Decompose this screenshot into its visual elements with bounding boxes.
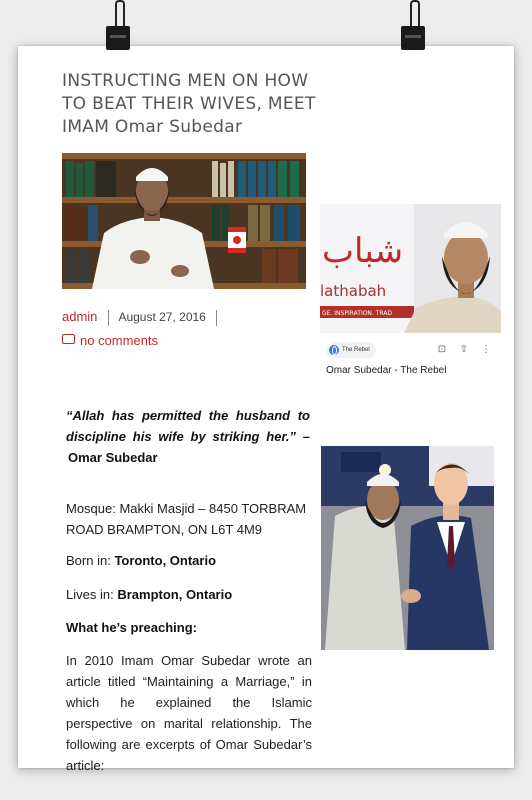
share-icon[interactable]: ⇧ (459, 344, 469, 355)
binder-clip-icon (105, 0, 131, 56)
preaching-heading: What he’s preaching: (66, 620, 197, 635)
meta-divider (216, 310, 217, 326)
lives-info (66, 584, 312, 605)
source-row (320, 340, 501, 362)
author-link[interactable]: admin (62, 309, 98, 324)
imam-photo (62, 153, 306, 289)
svg-text:GE. INSPIRATION. TRAD: GE. INSPIRATION. TRAD (322, 310, 393, 317)
article-title: INSTRUCTING MEN ON HOW TO BEAT THEIR WIVES, MEET IMAM Omar Subedar (62, 71, 316, 137)
binder-clip-icon (400, 0, 426, 56)
comments-label: no comments (80, 333, 159, 348)
born-label: Born in: (66, 553, 111, 568)
mosque-info: Mosque: Makki Masjid – 8450 TORBRAM ROAD BRAMPTON, ON L6T 4M9 (66, 501, 307, 537)
born-info (66, 550, 312, 571)
source-name: The Rebel (342, 347, 370, 353)
source-chip[interactable] (326, 342, 376, 358)
article-meta (62, 309, 224, 326)
born-value: Toronto, Ontario (114, 553, 217, 568)
svg-text:شباب: شباب (322, 231, 404, 271)
more-icon[interactable]: ⋮ (481, 344, 491, 355)
lens-icon[interactable]: ⊡ (437, 344, 447, 355)
lives-label: Lives in: (66, 587, 114, 602)
thumbnail-caption[interactable]: Omar Subedar - The Rebel (326, 365, 447, 376)
svg-text:lathabah: lathabah (320, 282, 387, 300)
quote-text: “Allah has permitted the husband to discipline his wife by striking her.” – (66, 408, 310, 444)
comments-link[interactable] (62, 333, 158, 348)
article-body: In 2010 Imam Omar Subedar wrote an article titled “Maintaining a Marriage,” in which he explained the Islamic perspective on marital relationship. The following are excerpts of Omar Subedar’s article: (66, 653, 312, 773)
lives-value: Brampton, Ontario (117, 587, 233, 602)
article-date: August 27, 2016 (118, 310, 206, 324)
quote-author: Omar Subedar (68, 450, 158, 465)
meta-divider (108, 310, 109, 326)
comment-icon (62, 334, 75, 344)
globe-icon (329, 345, 339, 355)
pull-quote (66, 405, 310, 468)
rebel-thumbnail[interactable] (320, 204, 501, 333)
meeting-photo (321, 446, 494, 650)
